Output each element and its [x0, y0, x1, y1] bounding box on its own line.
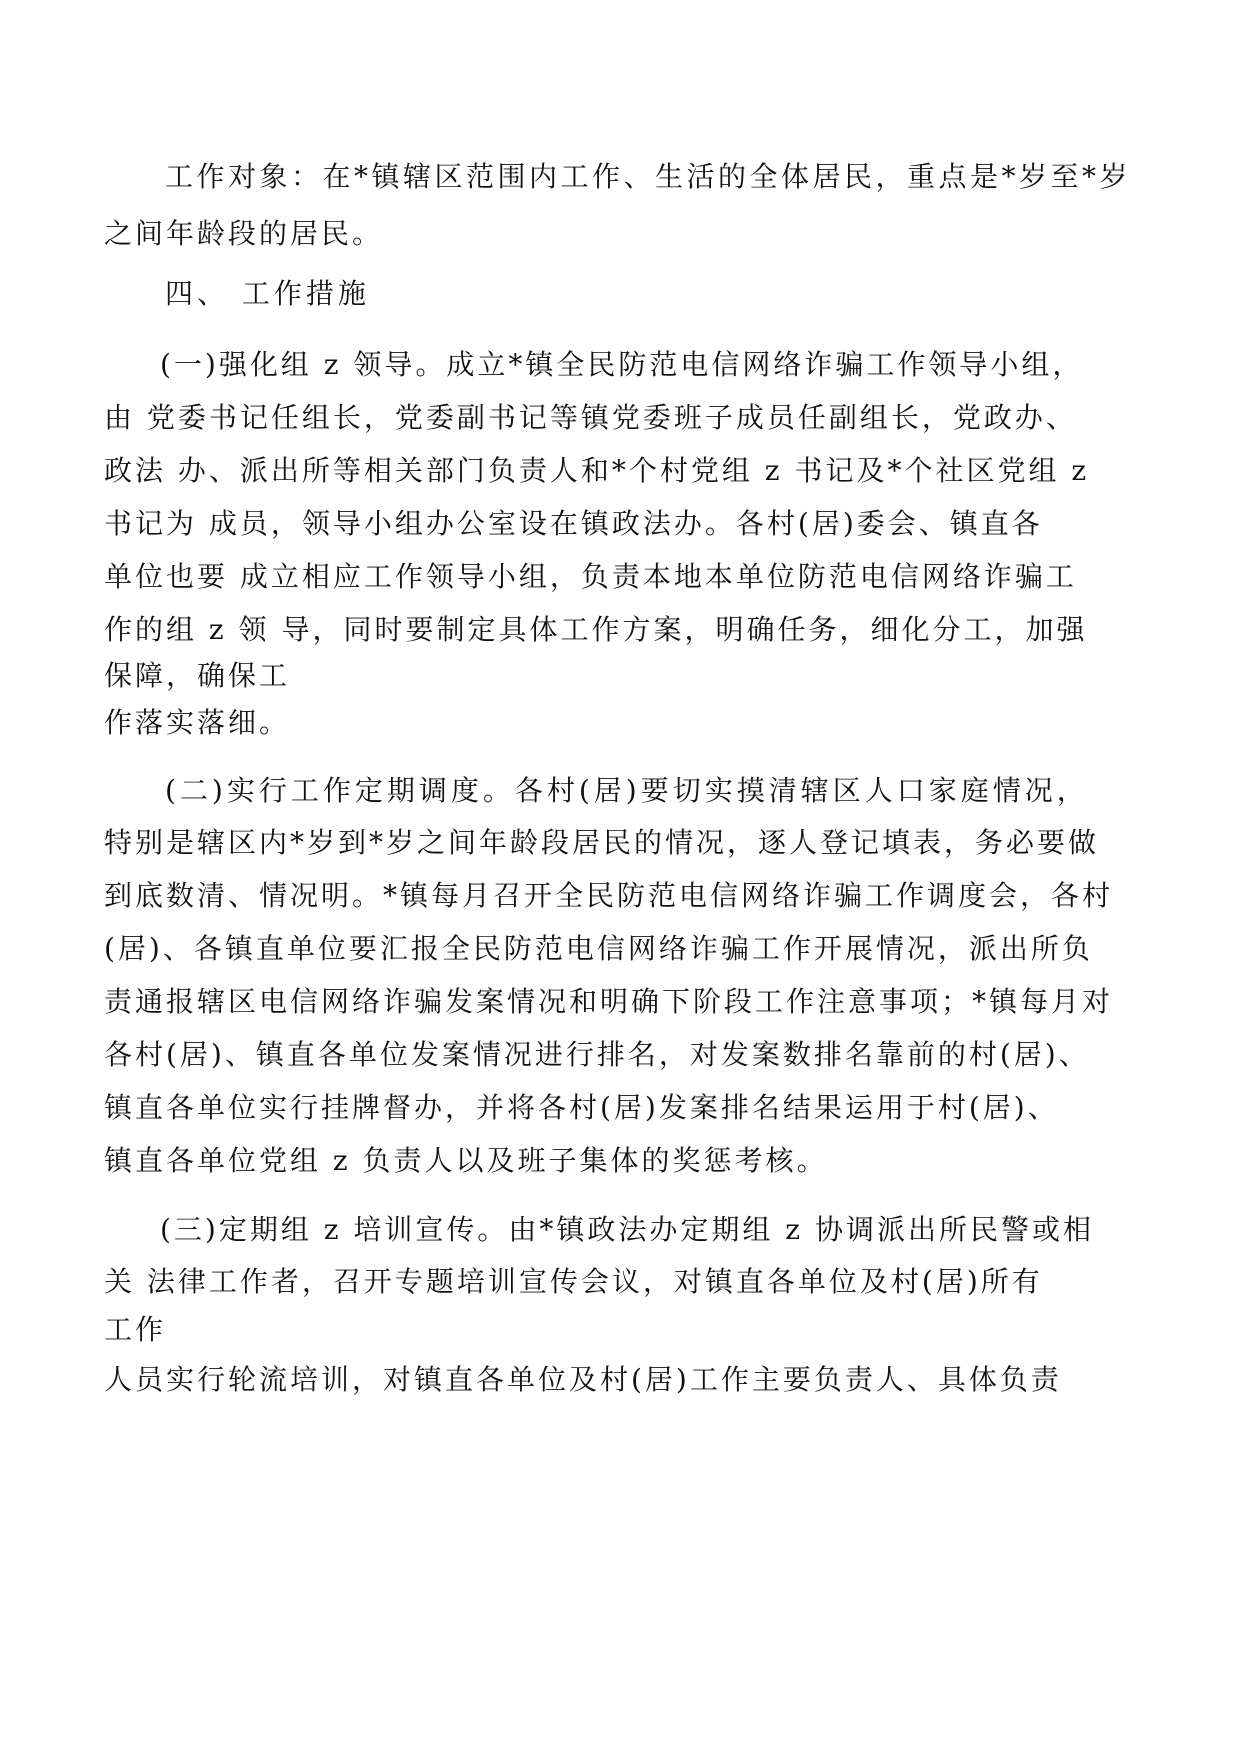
measure-two-line-5: 责通报辖区电信网络诈骗发案情况和明确下阶段工作注意事项；*镇每月对 [104, 985, 1114, 1018]
measure-one-line-4: 书记为 成员，领导小组办公室设在镇政法办。各村(居)委会、镇直各 [104, 507, 1043, 540]
measure-two-line-7: 镇直各单位实行挂牌督办，并将各村(居)发案排名结果运用于村(居)、 [104, 1091, 1059, 1124]
measure-three-line-3: 工作 [104, 1313, 167, 1346]
measure-two-line-6: 各村(居)、镇直各单位发案情况进行排名，对发案数排名靠前的村(居)、 [104, 1038, 1090, 1071]
measure-three-line-4: 人员实行轮流培训，对镇直各单位及村(居)工作主要负责人、具体负责 [104, 1363, 1062, 1396]
section-heading: 四、 工作措施 [165, 277, 370, 310]
measure-two-line-2: 特别是辖区内*岁到*岁之间年龄段居民的情况，逐人登记填表，务必要做 [104, 826, 1100, 859]
measure-one-line-6: 作的组 z 领 导，同时要制定具体工作方案，明确任务，细化分工，加强 [104, 613, 1088, 646]
work-object-line-2: 之间年龄段的居民。 [104, 217, 384, 250]
measure-two-line-1: (二)实行工作定期调度。各村(居)要切实摸清辖区人口家庭情况， [165, 774, 1089, 807]
measure-one-line-8: 作落实落细。 [104, 706, 291, 739]
measure-one-line-1: (一)强化组 z 领导。成立*镇全民防范电信网络诈骗工作领导小组， [160, 348, 1084, 381]
measure-one-line-7: 保障，确保工 [104, 659, 291, 692]
measure-two-line-4: (居)、各镇直单位要汇报全民防范电信网络诈骗工作开展情况，派出所负 [104, 932, 1093, 965]
measure-one-line-2: 由 党委书记任组长，党委副书记等镇党委班子成员任副组长，党政办、 [104, 401, 1077, 434]
measure-three-line-2: 关 法律工作者，召开专题培训宣传会议，对镇直各单位及村(居)所有 [104, 1265, 1043, 1298]
measure-two-line-8: 镇直各单位党组 z 负责人以及班子集体的奖惩考核。 [104, 1144, 828, 1177]
measure-one-line-5: 单位也要 成立相应工作领导小组，负责本地本单位防范电信网络诈骗工 [104, 560, 1077, 593]
measure-two-line-3: 到底数清、情况明。*镇每月召开全民防范电信网络诈骗工作调度会，各村 [104, 879, 1114, 912]
work-object-line-1: 工作对象：在*镇辖区范围内工作、生活的全体居民，重点是*岁至*岁 [165, 160, 1132, 193]
measure-three-line-1: (三)定期组 z 培训宣传。由*镇政法办定期组 z 协调派出所民警或相 [160, 1213, 1094, 1246]
measure-one-line-3: 政法 办、派出所等相关部门负责人和*个村党组 z 书记及*个社区党组 z [104, 454, 1090, 487]
